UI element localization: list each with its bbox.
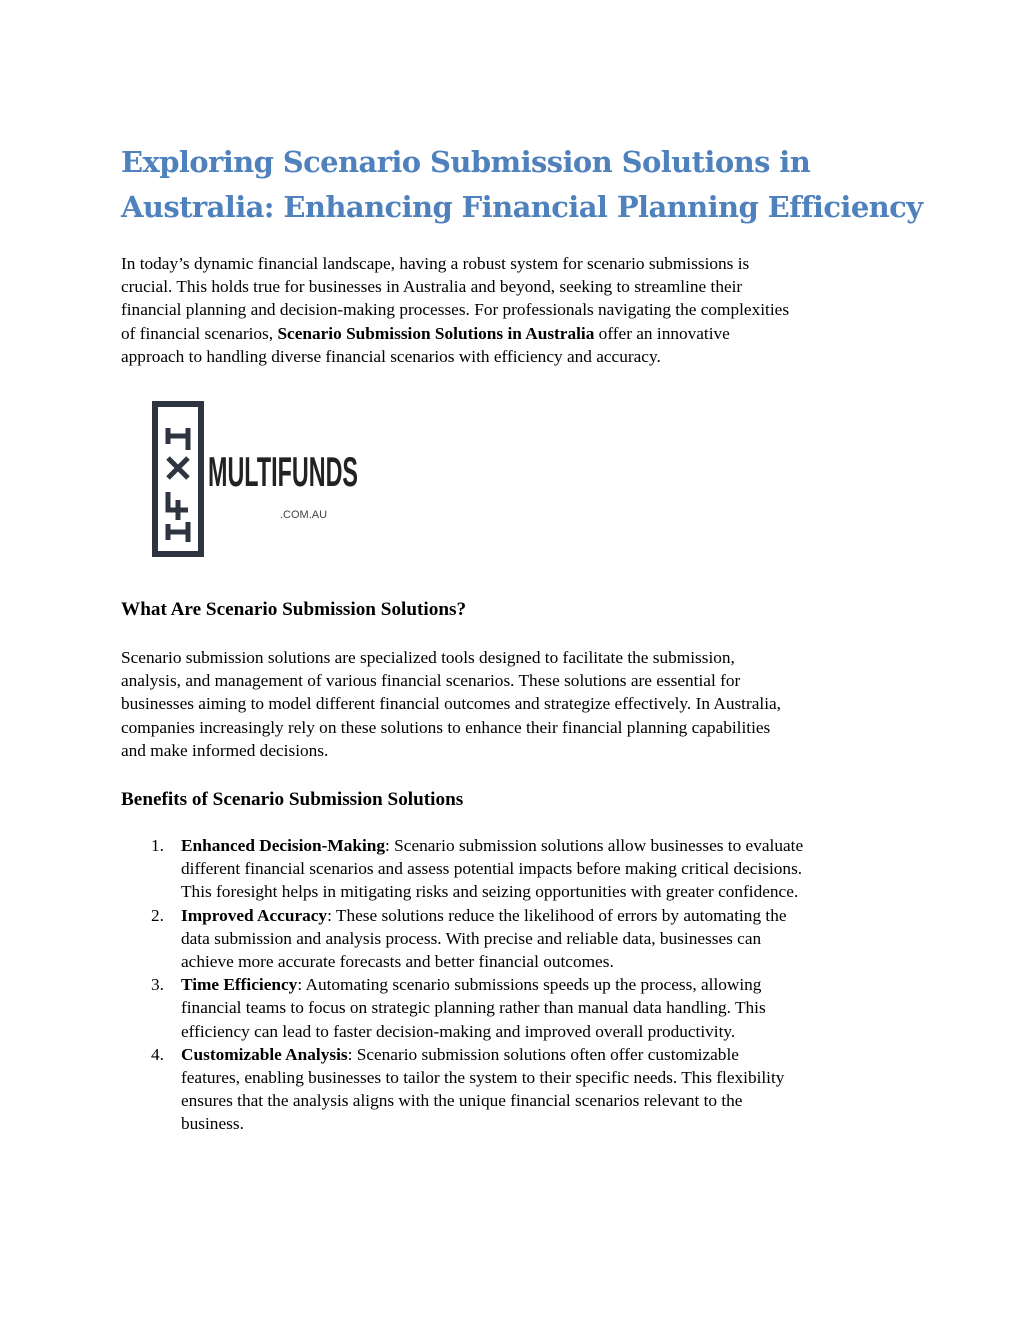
intro-paragraph: [121, 252, 911, 368]
intro-keyword: Scenario Submission Solutions in Australia: [277, 323, 595, 343]
list-line: [181, 834, 921, 857]
logo-brand: MULTIFUNDS: [208, 448, 358, 495]
section-heading-what: What Are Scenario Submission Solutions?: [121, 599, 467, 620]
list-line: [181, 1043, 921, 1066]
title-line-1: Exploring Scenario Submission Solutions in: [121, 145, 811, 179]
intro-text: offer an innovative: [594, 323, 730, 343]
list-item: [121, 834, 921, 904]
list-line: business.: [181, 1114, 244, 1134]
benefit-title: Time Efficiency: [181, 975, 298, 995]
list-number: 4.: [151, 1044, 164, 1064]
intro-line: financial planning and decision-making processes. For professionals navigating the complexities: [121, 300, 790, 320]
benefit-text: : Scenario submission solutions often offer customizable: [347, 1044, 739, 1064]
list-line: data submission and analysis process. With precise and reliable data, businesses can: [181, 928, 762, 948]
intro-line: In today’s dynamic financial landscape, having a robust system for scenario submissions is: [121, 254, 750, 273]
logo-domain: .COM.AU: [280, 509, 328, 521]
benefit-title: Enhanced Decision-Making: [181, 836, 386, 855]
list-number: 3.: [151, 975, 164, 995]
what-line: analysis, and management of various financial scenarios. These solutions are essential for: [121, 671, 741, 691]
multifunds-logo: [152, 400, 362, 558]
benefits-list: [121, 834, 921, 1136]
logo-mark-icon: [168, 428, 188, 542]
page-title: [121, 140, 921, 230]
intro-line: approach to handling diverse financial scenarios with efficiency and accuracy.: [121, 346, 661, 366]
intro-text: of financial scenarios,: [121, 323, 278, 343]
what-line: businesses aiming to model different financial outcomes and strategize effectively. In Australia,: [121, 694, 782, 714]
list-number: 2.: [151, 905, 164, 925]
intro-line: [121, 322, 911, 345]
benefit-text: : Scenario submission solutions allow businesses to evaluate: [385, 836, 804, 855]
section-heading-benefits: Benefits of Scenario Submission Solutions: [121, 789, 464, 810]
list-line: efficiency can lead to faster decision-making and improved overall productivity.: [181, 1021, 736, 1041]
list-line: [181, 904, 921, 927]
what-paragraph: [121, 646, 911, 762]
list-line: ensures that the analysis aligns with the unique financial scenarios relevant to the: [181, 1091, 743, 1111]
what-line: and make informed decisions.: [121, 740, 329, 760]
list-item: [121, 904, 921, 974]
intro-line: crucial. This holds true for businesses in Australia and beyond, seeking to streamline their: [121, 277, 743, 297]
list-item: [121, 973, 921, 1043]
benefit-title: Customizable Analysis: [181, 1044, 348, 1064]
list-line: [181, 973, 921, 996]
benefit-text: : These solutions reduce the likelihood of errors by automating the: [327, 905, 787, 925]
benefit-title: Improved Accuracy: [181, 905, 328, 925]
title-line-2: Australia: Enhancing Financial Planning Efficiency: [121, 190, 923, 224]
list-line: features, enabling businesses to tailor the system to their specific needs. This flexibility: [181, 1068, 785, 1088]
list-line: achieve more accurate forecasts and better financial outcomes.: [181, 952, 614, 972]
list-line: different financial scenarios and assess potential impacts before making critical decisions.: [181, 859, 803, 879]
benefit-text: : Automating scenario submissions speeds up the process, allowing: [297, 975, 762, 995]
what-line: companies increasingly rely on these solutions to enhance their financial planning capabilities: [121, 717, 771, 737]
list-number: 1.: [151, 836, 164, 855]
list-line: financial teams to focus on strategic planning rather than manual data handling. This: [181, 998, 766, 1018]
what-line: Scenario submission solutions are specialized tools designed to facilitate the submission,: [121, 648, 735, 667]
list-item: [121, 1043, 921, 1136]
list-line: This foresight helps in mitigating risks and seizing opportunities with greater confidence.: [181, 882, 799, 902]
